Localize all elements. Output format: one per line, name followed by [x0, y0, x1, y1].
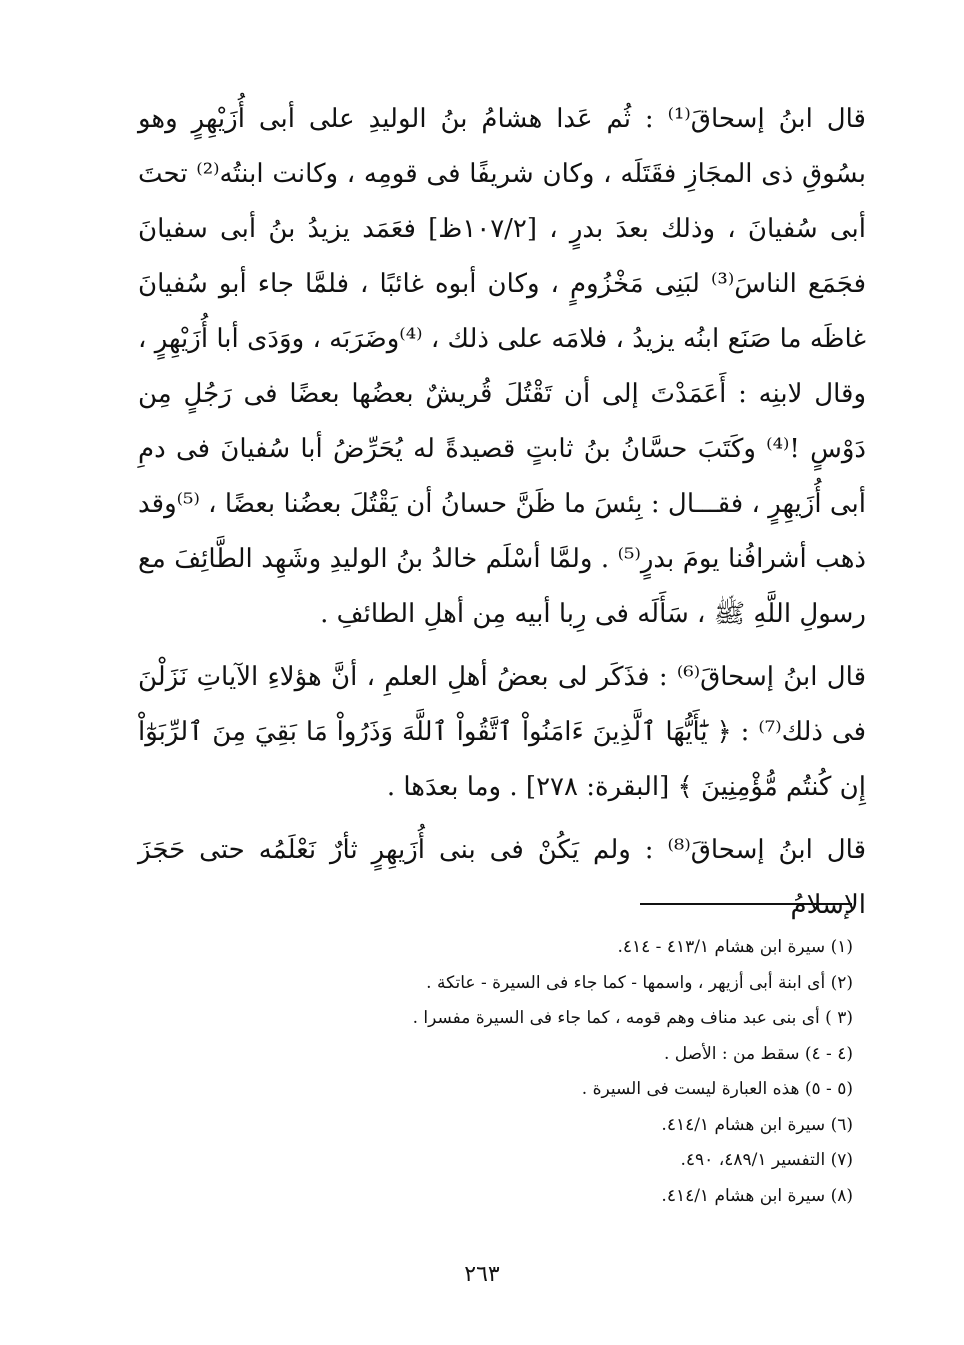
footnote-4: (٤ - ٤) سقط من : الأصل . [663, 1043, 853, 1064]
footnote-6: (٦) سيرة ابن هشام ٤١٤/١. [661, 1114, 853, 1135]
footnote-separator [640, 903, 852, 905]
page-number: ٢٦٣ [464, 1262, 500, 1287]
footnote-8: (٨) سيرة ابن هشام ٤١٤/١. [661, 1185, 853, 1206]
footnote-3: (٣ ) أى بنى عبد مناف وهم قومه ، كما جاء فى السيرة مفسرا . [412, 1008, 853, 1028]
paragraph-1: قال ابنُ إسحاقَ⁽¹⁾ : ثُم عَدا هشامُ بنُ الوليدِ على أبى أُزَيْهِرٍ وهو بسُوقِ ذى المجَازِ فقَتَلَه ، وكان شريفًا فى قومِه ، وكانت ابنتُه⁽²⁾ تحتَ أبى سُفيانَ ، وذلك بعدَ بدرٍ ، [١٠٧/٢ظ] فعَمَد يزيدُ بنُ أبى سفيانَ فجَمَع الناسَ⁽³⁾ لبَنِى مَخْزُومٍ ، وكان أبوه غائبًا ، فلمَّا جاء أبو سُفيانَ غاظَه ما صَنَع ابنُه يزيدُ ، فلامَه على ذلك ، ⁽⁴⁾وضَرَبَه ، ووَدَى أبا أُزَيْهِرٍ ، وقال لابنِه : أَعَمَدْتَ إلى أن تَقْتُلَ قُريشٌ بعضُها بعضًا فى رَجُلٍ مِن دَوْسٍ !⁽⁴⁾ وكَتَبَ حسَّانُ بنُ ثابتٍ قصيدةً له يُحَرِّضُ أبا سُفيانَ فى دمِ أبى أُزَيهِرٍ ، فقـــال : بِئسَ ما ظَنَّ حسانُ أن يَقْتُلَ بعضُنا بعضًا ، ⁽⁵⁾وقد ذهب أشرافُنا يومَ بدرٍ⁽⁵⁾ . ولمَّا أسْلَم خالدُ بنُ الوليدِ وشَهِد الطَّائِفَ مع رسولِ اللَّهِ ﷺ ، سَأَلَه فى رِبا أبيه مِن أهلِ الطائفِ . [138, 104, 867, 629]
paragraph-2: قال ابنُ إسحاقَ⁽⁶⁾ : فذَكَر لى بعضُ أهلِ العلمِ ، أنَّ هؤلاءِ الآياتِ نَزَلْنَ فى ذلك⁽⁷⁾ : ﴿ يَٰٓأَيُّهَا ٱلَّذِينَ ءَامَنُواْ ٱتَّقُواْ ٱللَّهَ وَذَرُواْ مَا بَقِيَ مِنَ ٱلرِّبَوٰٓاْ إِن كُنتُم مُّؤْمِنِينَ ﴾ [البقرة: ٢٧٨] . وما بعدَها . [138, 662, 866, 802]
footnote-1: (١) سيرة ابن هشام ٤١٣/١ - ٤١٤. [617, 937, 853, 957]
footnotes [300, 930, 853, 1214]
main-text [138, 92, 866, 941]
paragraph-3: قال ابنُ إسحاقَ⁽⁸⁾ : ولم يَكُنْ فى بنى أُزَيهِرٍ ثأرٌ نَعْلَمُه حتى حَجَزَ الإسلامُ [138, 835, 866, 920]
footnote-2: (٢) أى ابنة أبى أزيهر ، واسمها - كما جاء فى السيرة - عاتكة . [426, 972, 853, 993]
footnote-5: (٥ - ٥) هذه العبارة ليست فى السيرة . [581, 1079, 853, 1099]
footnote-7: (٧) التفسير ٤٨٩/١، ٤٩٠. [680, 1150, 853, 1170]
